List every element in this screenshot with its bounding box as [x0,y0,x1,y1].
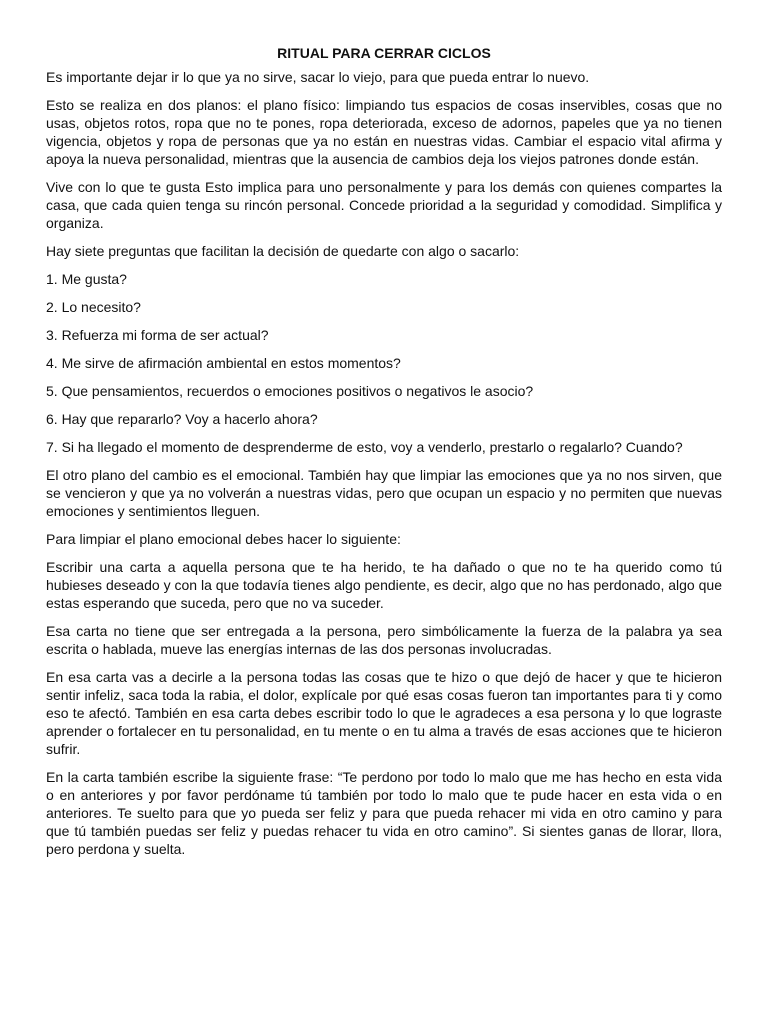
question-item: 7. Si ha llegado el momento de desprenderme de esto, voy a venderlo, prestarlo o regalarlo? Cuando? [46,439,683,455]
paragraph-letter-symbolic: Esa carta no tiene que ser entregada a la persona, pero simbólicamente la fuerza de la palabra ya sea escrita o hablada, mueve las energías internas de las dos personas involucradas. [46,623,722,657]
paragraph-forgiveness-phrase: En la carta también escribe la siguiente frase: “Te perdono por todo lo malo que me has hecho en esta vida o en anteriores y por favor perdóname tú también por todo lo malo que te pude hacer en esta vida o en anteriores. Te suelto para que yo pueda ser feliz y para que pueda rehacer mi vida en otro camino y para que tú también puedas ser feliz y puedas rehacer tu vida en otro camino”. Si sientes ganas de llorar, llora, pero perdona y suelta. [46,769,722,857]
question-item: 5. Que pensamientos, recuerdos o emociones positivos o negativos le asocio? [46,383,534,399]
paragraph-intro: Es importante dejar ir lo que ya no sirve, sacar lo viejo, para que pueda entrar lo nuevo. [46,69,590,85]
document-title: RITUAL PARA CERRAR CICLOS [277,45,491,61]
paragraph-seven-questions: Hay siete preguntas que facilitan la decisión de quedarte con algo o sacarlo: [46,243,520,259]
paragraph-live-with-what-you-like: Vive con lo que te gusta Esto implica para uno personalmente y para los demás con quienes compartes la casa, que cada quien tenga su rincón personal. Concede prioridad a la seguridad y comodidad. Simplifica y organiza. [46,179,722,231]
paragraph-write-letter: Escribir una carta a aquella persona que te ha herido, te ha dañado o que no te ha querido como tú hubieses deseado y con la que todavía tienes algo pendiente, es decir, algo que no has perdonado, algo que estas esperando que suceda, pero que no va suceder. [46,559,722,611]
paragraph-emotional-plane: El otro plano del cambio es el emocional. También hay que limpiar las emociones que ya no nos sirven, que se vencieron y que ya no volverán a nuestras vidas, pero que ocupan un espacio y no permiten que nuevas emociones y sentimientos lleguen. [46,467,722,519]
paragraph-clean-emotional: Para limpiar el plano emocional debes hacer lo siguiente: [46,531,401,547]
question-item: 4. Me sirve de afirmación ambiental en estos momentos? [46,355,401,371]
question-item: 1. Me gusta? [46,271,127,287]
question-item: 6. Hay que repararlo? Voy a hacerlo ahora? [46,411,318,427]
paragraph-physical-plane: Esto se realiza en dos planos: el plano físico: limpiando tus espacios de cosas inservibles, cosas que no usas, objetos rotos, ropa que no te pones, ropa deteriorada, exceso de adornos, papeles que ya no tienen vigencia, objetos y ropa de personas que ya no están en nuestras vidas. Cambiar el espacio vital afirma y apoya la nueva personalidad, mientras que la ausencia de cambios deja los viejos patrones donde están. [46,97,722,167]
paragraph-letter-content: En esa carta vas a decirle a la persona todas las cosas que te hizo o que dejó de hacer y que te hicieron sentir infeliz, saca toda la rabia, el dolor, explícale por qué esas cosas fueron tan importantes para ti y como eso te afectó. También en esa carta debes escribir todo lo que le agradeces a esa persona y lo que lograste aprender o fortalecer en tu personalidad, en tu mente o en tu alma a través de esas acciones que te hicieron sufrir. [46,669,722,757]
question-item: 2. Lo necesito? [46,299,141,315]
question-item: 3. Refuerza mi forma de ser actual? [46,327,269,343]
document-page [46,44,722,868]
